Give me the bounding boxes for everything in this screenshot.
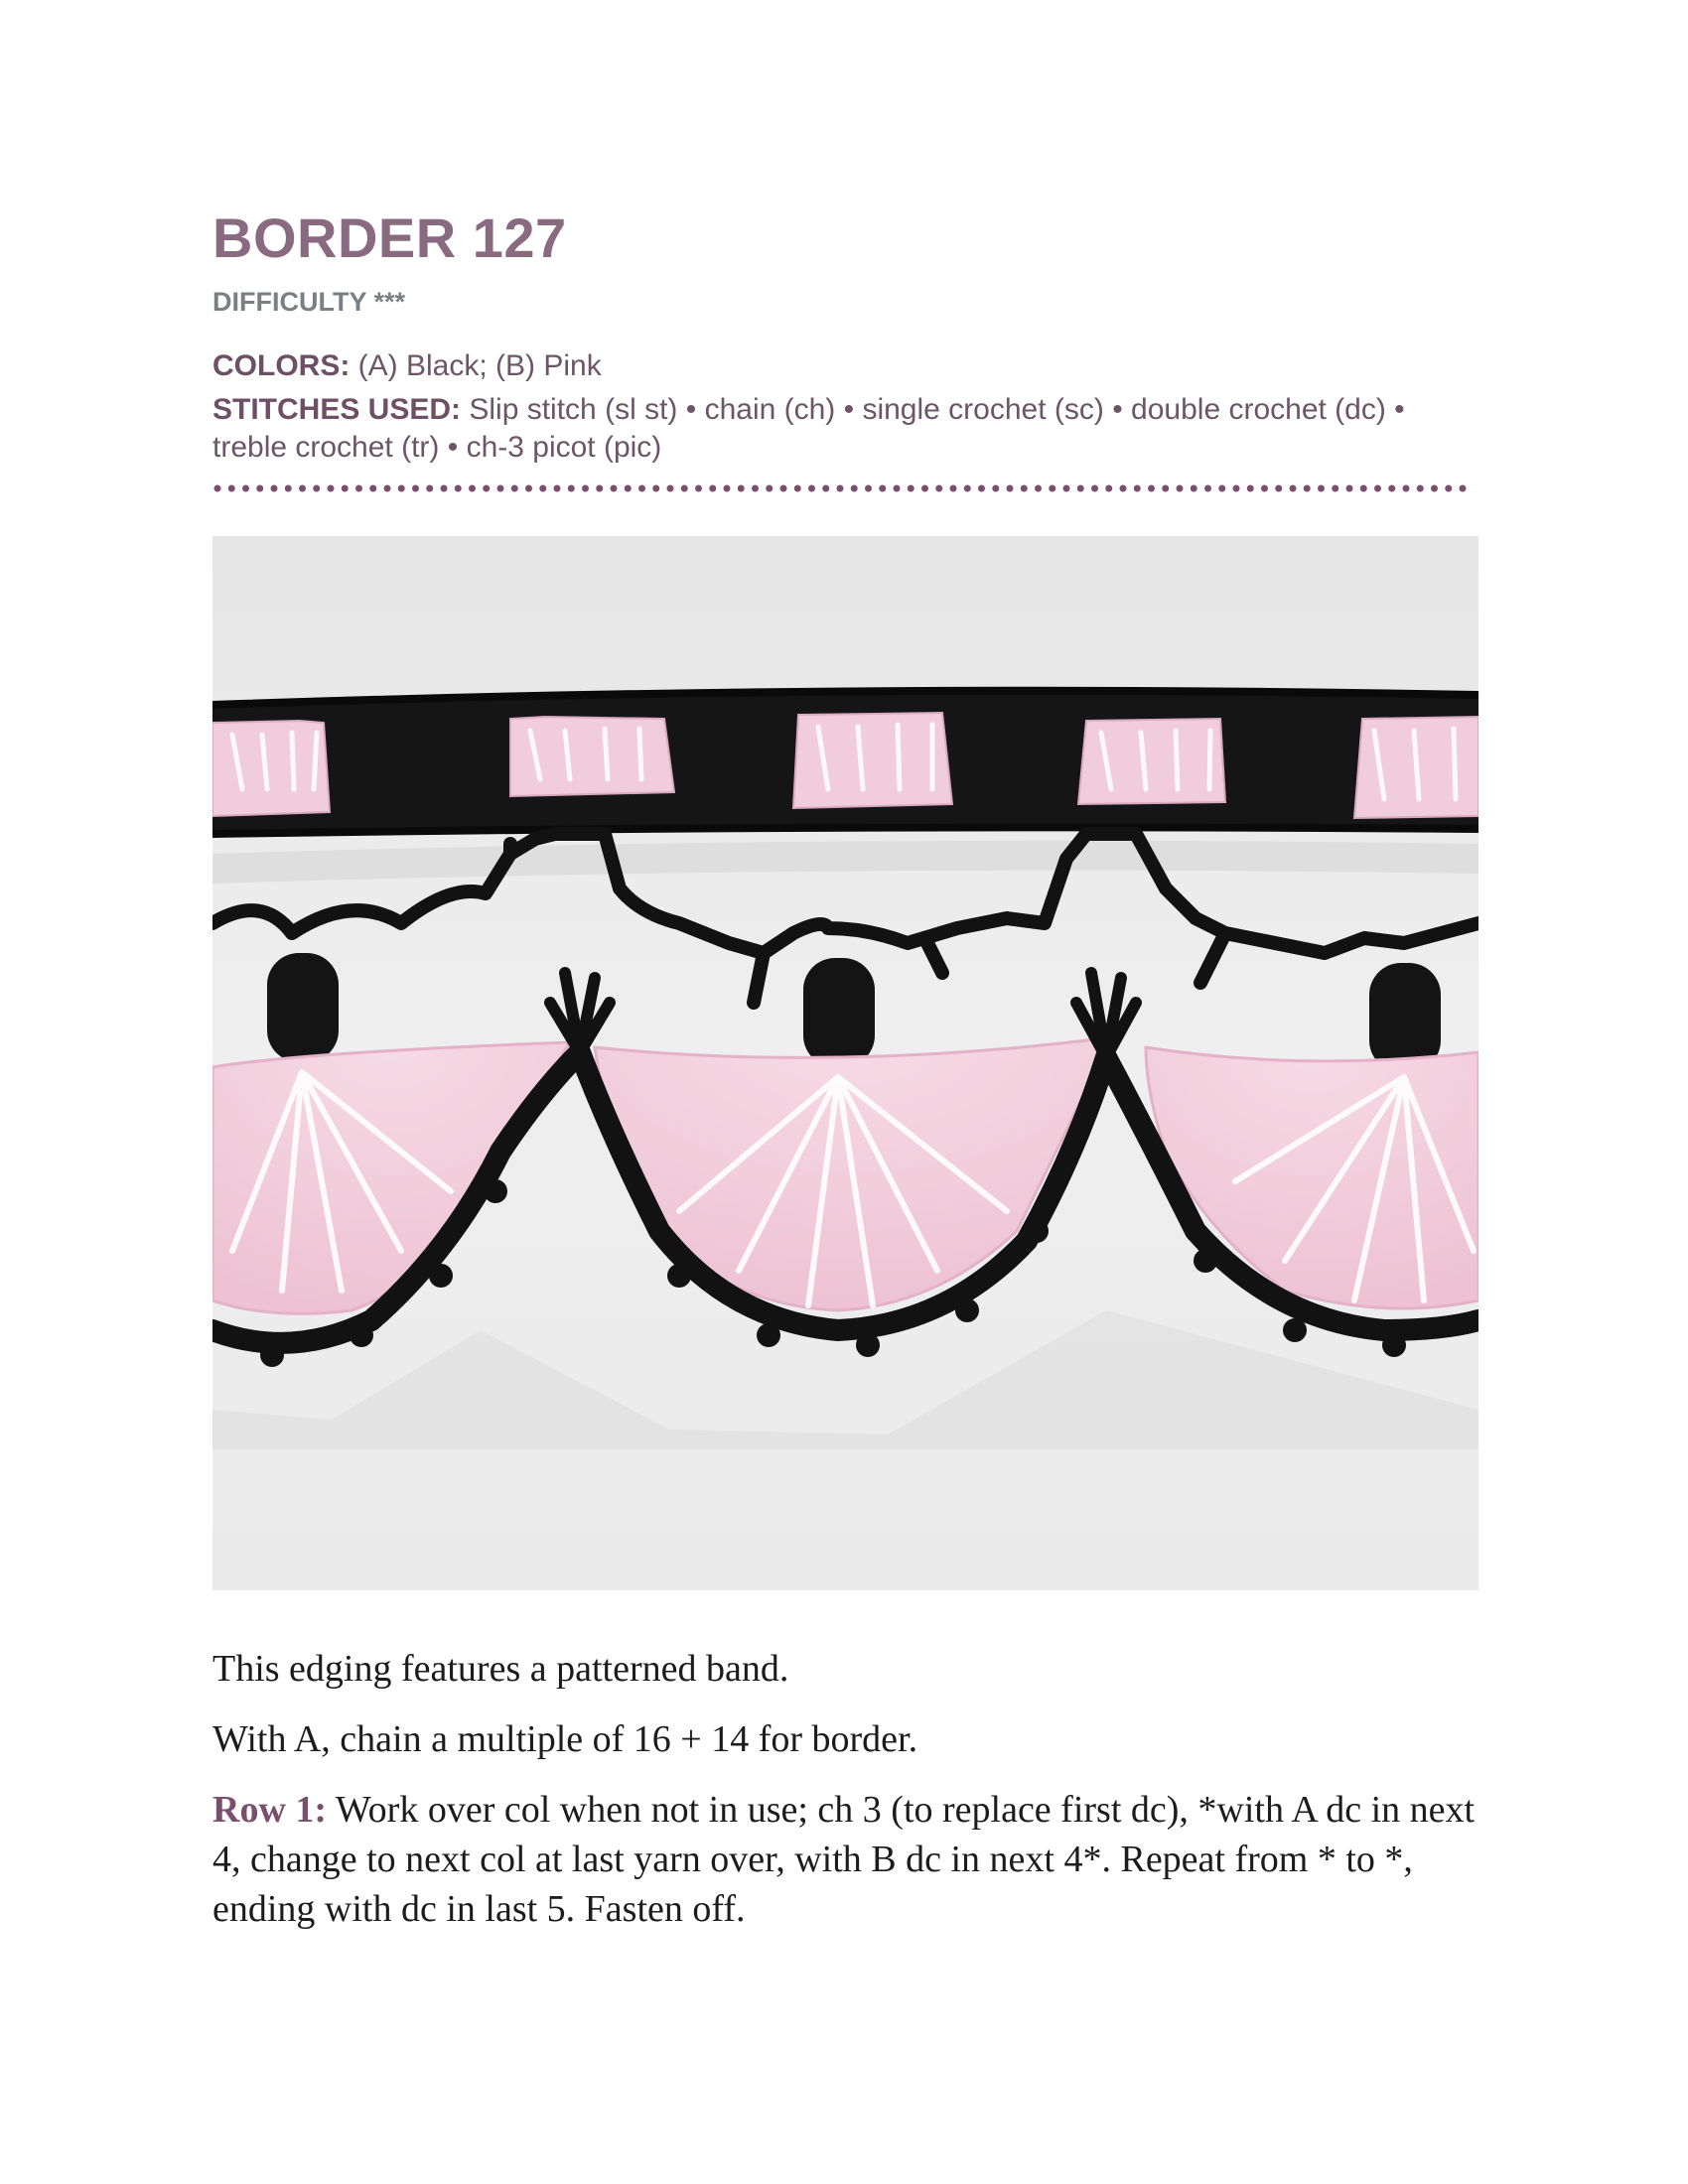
stitches-line bbox=[212, 391, 1476, 467]
stitches-value: Slip stitch (sl st) • chain (ch) • single crochet (sc) • double crochet (dc) • treble crochet (tr) • ch-3 picot (pic) bbox=[212, 393, 1405, 464]
dotted-divider bbox=[212, 483, 1478, 493]
colors-line bbox=[212, 347, 1476, 385]
stitches-label: STITCHES USED: bbox=[212, 393, 462, 426]
crochet-illustration bbox=[212, 536, 1478, 1590]
crochet-border-photo bbox=[212, 536, 1478, 1590]
difficulty-rating: DIFFICULTY *** bbox=[212, 287, 406, 317]
intro-paragraph: This edging features a patterned band. bbox=[212, 1648, 789, 1690]
page-title: BORDER 127 bbox=[212, 206, 567, 269]
row1-label: Row 1: bbox=[212, 1789, 328, 1831]
row1-text: Work over col when not in use; ch 3 (to replace first dc), *with A dc in next 4, change to next col at last yarn over, with B dc in next 4*. Repeat from * to *, ending with dc in last 5. Fasten off. bbox=[212, 1789, 1476, 1930]
foundation-paragraph: With A, chain a multiple of 16 + 14 for border. bbox=[212, 1718, 918, 1760]
row1-paragraph bbox=[212, 1785, 1478, 1934]
colors-value: (A) Black; (B) Pink bbox=[350, 349, 602, 382]
colors-label: COLORS: bbox=[212, 349, 351, 382]
